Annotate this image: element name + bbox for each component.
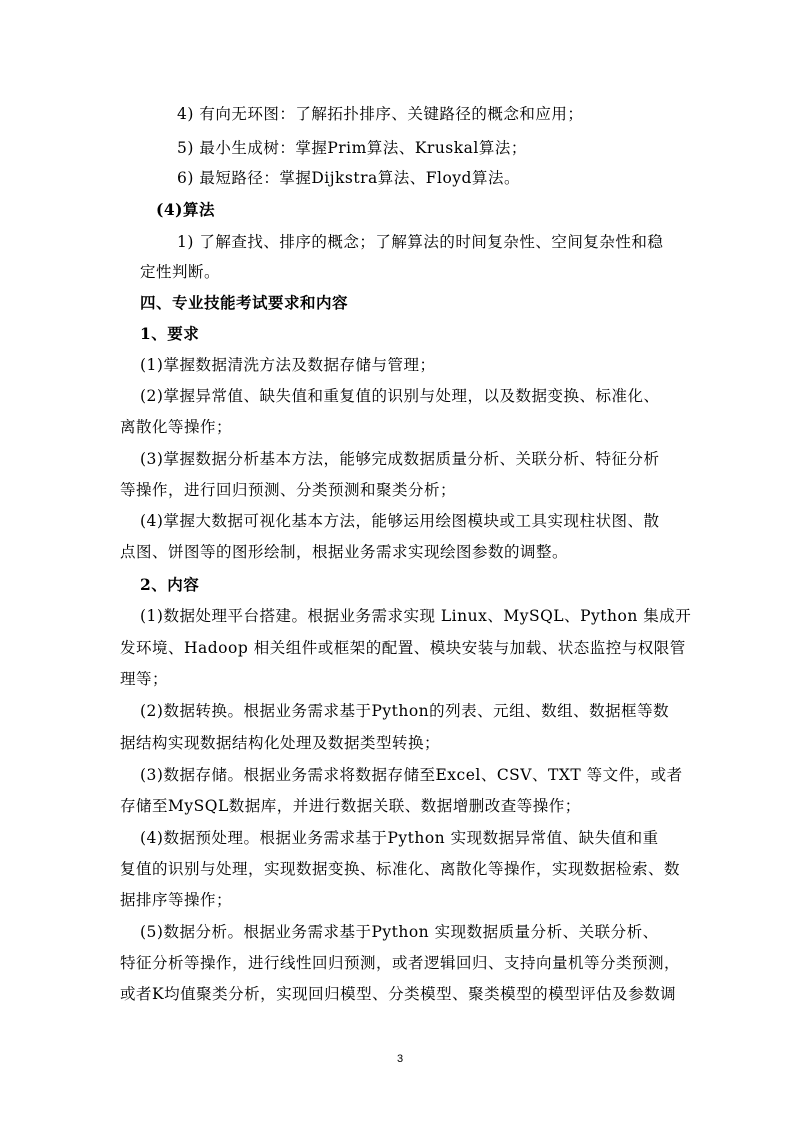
text-line: (1)数据处理平台搭建。根据业务需求实现 Linux、MySQL、Python 集成开 bbox=[140, 607, 692, 625]
text-line: (4)数据预处理。根据业务需求基于Python 实现数据异常值、缺失值和重 bbox=[140, 829, 659, 847]
text-line: 或者K均值聚类分析，实现回归模型、分类模型、聚类模型的模型评估及参数调 bbox=[120, 985, 677, 1003]
text-line: 据排序等操作； bbox=[120, 891, 233, 909]
section-heading: 2、内容 bbox=[140, 575, 200, 594]
text-line: 等操作，进行回归预测、分类预测和聚类分析； bbox=[120, 481, 457, 499]
section-heading: (4)算法 bbox=[156, 200, 215, 219]
text-line: 复值的识别与处理，实现数据变换、标准化、离散化等操作，实现数据检索、数 bbox=[120, 860, 681, 878]
section-heading: 四、专业技能考试要求和内容 bbox=[140, 293, 349, 312]
text-line: 4) 有向无环图：了解拓扑排序、关键路径的概念和应用； bbox=[177, 105, 584, 123]
text-line: 点图、饼图等的图形绘制，根据业务需求实现绘图参数的调整。 bbox=[120, 543, 569, 561]
text-line: (3)掌握数据分析基本方法，能够完成数据质量分析、关联分析、特征分析 bbox=[140, 450, 660, 468]
section-heading: 1、要求 bbox=[140, 324, 200, 343]
text-line: (4)掌握大数据可视化基本方法，能够运用绘图模块或工具实现柱状图、散 bbox=[140, 512, 660, 530]
text-line: (2)数据转换。根据业务需求基于Python的列表、元组、数组、数据框等数 bbox=[140, 702, 670, 720]
text-line: 5) 最小生成树：掌握Prim算法、Kruskal算法； bbox=[177, 139, 527, 157]
text-line: 据结构实现数据结构化处理及数据类型转换； bbox=[120, 734, 441, 752]
text-line: 理等； bbox=[120, 670, 169, 688]
text-line: 发环境、Hadoop 相关组件或框架的配置、模块安装与加载、状态监控与权限管 bbox=[120, 639, 686, 657]
text-line: (1)掌握数据清洗方法及数据存储与管理； bbox=[140, 356, 436, 374]
text-line: (3)数据存储。根据业务需求将数据存储至Excel、CSV、TXT 等文件，或者 bbox=[140, 766, 683, 784]
text-line: 6) 最短路径：掌握Dijkstra算法、Floyd算法。 bbox=[177, 169, 520, 187]
text-line: 特征分析等操作，进行线性回归预测，或者逻辑回归、支持向量机等分类预测， bbox=[120, 954, 681, 972]
text-line: 存储至MySQL数据库，并进行数据关联、数据增删改查等操作； bbox=[120, 797, 581, 815]
text-line: 定性判断。 bbox=[140, 263, 221, 281]
text-line: 离散化等操作； bbox=[120, 418, 233, 436]
page-number: 3 bbox=[396, 1053, 404, 1065]
text-line: (2)掌握异常值、缺失值和重复值的识别与处理，以及数据变换、标准化、 bbox=[140, 387, 660, 405]
text-line: 1) 了解查找、排序的概念；了解算法的时间复杂性、空间复杂性和稳 bbox=[177, 233, 664, 251]
text-line: (5)数据分析。根据业务需求基于Python 实现数据质量分析、关联分析、 bbox=[140, 923, 659, 941]
